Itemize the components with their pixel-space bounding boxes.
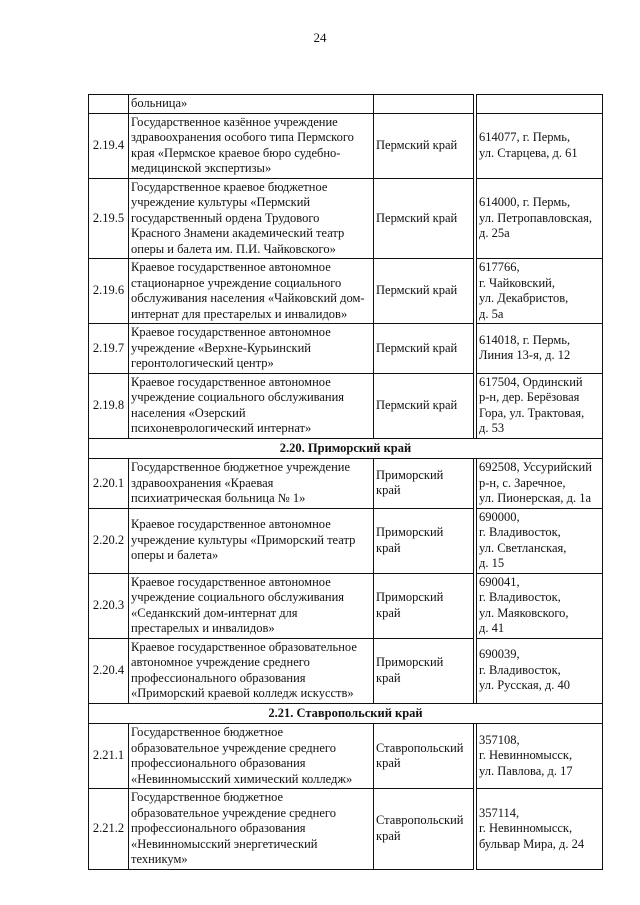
region-cell: Ставропольский край xyxy=(374,724,474,789)
row-number-cell: 2.20.1 xyxy=(89,459,129,509)
section-title: 2.21. Ставропольский край xyxy=(89,703,603,724)
institution-name-cell: Краевое государственное автономное учреждение культуры «Приморский театр оперы и балета» xyxy=(129,508,374,573)
region-cell: Ставропольский край xyxy=(374,789,474,870)
page-number: 24 xyxy=(313,30,327,45)
table-row xyxy=(89,789,603,870)
institution-name-cell: Государственное казённое учреждение здравоохранения особого типа Пермского края «Пермское краевое бюро судебно- медицинской экспертизы» xyxy=(129,113,374,178)
table-row xyxy=(89,638,603,703)
address-cell: 357114, г. Невинномысск, бульвар Мира, д. 24 xyxy=(477,789,603,870)
address-cell: 690000, г. Владивосток, ул. Светланская, д. 15 xyxy=(477,508,603,573)
row-number-cell: 2.19.8 xyxy=(89,373,129,438)
row-number-cell: 2.20.4 xyxy=(89,638,129,703)
table-row xyxy=(89,259,603,324)
address-cell: 357108, г. Невинномысск, ул. Павлова, д. 17 xyxy=(477,724,603,789)
region-cell: Пермский край xyxy=(374,113,474,178)
region-cell: Приморский край xyxy=(374,459,474,509)
region-cell: Пермский край xyxy=(374,324,474,374)
institution-name-cell: Краевое государственное автономное учреждение «Верхне-Курьинский геронтологический центр» xyxy=(129,324,374,374)
table-row xyxy=(89,113,603,178)
section-header-row xyxy=(89,438,603,459)
institution-name-cell: Краевое государственное автономное учреждение социального обслуживания населения «Озерский психоневрологический интернат» xyxy=(129,373,374,438)
section-title: 2.20. Приморский край xyxy=(89,438,603,459)
address-cell xyxy=(477,95,603,114)
region-cell: Приморский край xyxy=(374,508,474,573)
address-cell: 690041, г. Владивосток, ул. Маяковского, д. 41 xyxy=(477,573,603,638)
row-number-cell: 2.19.4 xyxy=(89,113,129,178)
region-cell: Пермский край xyxy=(374,178,474,259)
region-cell xyxy=(374,95,474,114)
table-row xyxy=(89,573,603,638)
table-row xyxy=(89,178,603,259)
institutions-table xyxy=(88,94,603,870)
row-number-cell: 2.20.3 xyxy=(89,573,129,638)
table-body xyxy=(89,95,603,870)
address-cell: 690039, г. Владивосток, ул. Русская, д. 40 xyxy=(477,638,603,703)
address-cell: 614018, г. Пермь, Линия 13-я, д. 12 xyxy=(477,324,603,374)
region-cell: Приморский край xyxy=(374,573,474,638)
row-number-cell: 2.19.7 xyxy=(89,324,129,374)
table-row xyxy=(89,508,603,573)
table-row xyxy=(89,95,603,114)
institution-name-cell: Краевое государственное автономное стационарное учреждение социального обслуживания населения «Чайковский дом- интернат для престарелых и инвалидов» xyxy=(129,259,374,324)
region-cell: Пермский край xyxy=(374,373,474,438)
row-number-cell: 2.19.5 xyxy=(89,178,129,259)
row-number-cell: 2.21.2 xyxy=(89,789,129,870)
address-cell: 614077, г. Пермь, ул. Старцева, д. 61 xyxy=(477,113,603,178)
address-cell: 617766, г. Чайковский, ул. Декабристов, д. 5а xyxy=(477,259,603,324)
institution-name-cell: Государственное бюджетное образовательное учреждение среднего профессионального образования «Невинномысский энергетический техникум» xyxy=(129,789,374,870)
institution-name-cell: Государственное бюджетное образовательное учреждение среднего профессионального образования «Невинномысский химический колледж» xyxy=(129,724,374,789)
institution-name-cell: Краевое государственное образовательное автономное учреждение среднего профессионального образования «Приморский краевой колледж искусств» xyxy=(129,638,374,703)
address-cell: 614000, г. Пермь, ул. Петропавловская, д. 25а xyxy=(477,178,603,259)
institution-name-cell: больница» xyxy=(129,95,374,114)
institution-name-cell: Краевое государственное автономное учреждение социального обслуживания «Седанкский дом-интернат для престарелых и инвалидов» xyxy=(129,573,374,638)
row-number-cell: 2.20.2 xyxy=(89,508,129,573)
region-cell: Приморский край xyxy=(374,638,474,703)
region-cell: Пермский край xyxy=(374,259,474,324)
table-row xyxy=(89,459,603,509)
table-row xyxy=(89,373,603,438)
table-row xyxy=(89,324,603,374)
table-row xyxy=(89,724,603,789)
institution-name-cell: Государственное краевое бюджетное учреждение культуры «Пермский государственный ордена Трудового Красного Знамени академический театр оперы и балета им. П.И. Чайковского» xyxy=(129,178,374,259)
row-number-cell: 2.21.1 xyxy=(89,724,129,789)
institution-name-cell: Государственное бюджетное учреждение здравоохранения «Краевая психиатрическая больница № 1» xyxy=(129,459,374,509)
row-number-cell xyxy=(89,95,129,114)
address-cell: 692508, Уссурийский р-н, с. Заречное, ул. Пионерская, д. 1а xyxy=(477,459,603,509)
section-header-row xyxy=(89,703,603,724)
address-cell: 617504, Ординский р-н, дер. Берёзовая Гора, ул. Трактовая, д. 53 xyxy=(477,373,603,438)
row-number-cell: 2.19.6 xyxy=(89,259,129,324)
